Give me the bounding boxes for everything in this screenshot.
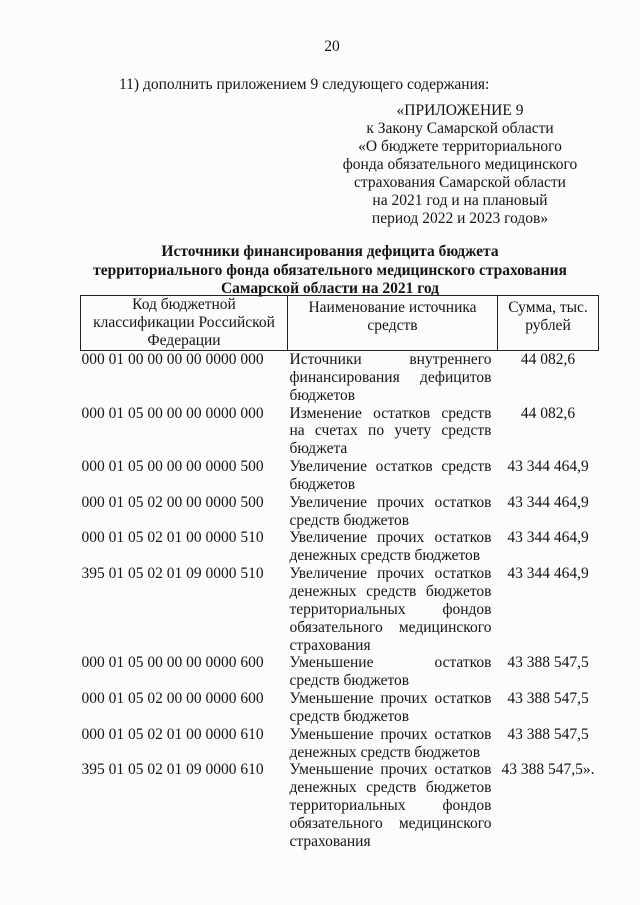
appendix-heading xyxy=(330,102,590,228)
appendix-heading-line: «ПРИЛОЖЕНИЕ 9 xyxy=(396,102,524,119)
amount-cell: 43 388 547,5». xyxy=(501,761,595,779)
table-row xyxy=(81,405,599,459)
source-name-cell xyxy=(288,761,498,850)
amount-cell: 43 344 464,9 xyxy=(507,529,589,547)
amount-cell: 43 388 547,5 xyxy=(507,690,589,708)
budget-code-cell: 000 01 05 02 00 00 0000 600 xyxy=(81,690,264,708)
source-name-line: Увеличение остатков средств xyxy=(289,458,492,476)
source-name-line: денежных средств бюджетов xyxy=(289,779,492,797)
source-name-line: Увеличение прочих остатков xyxy=(289,529,492,547)
source-name-cell xyxy=(288,458,498,494)
amount-cell: 43 344 464,9 xyxy=(507,493,589,511)
source-name-line: Изменение остатков средств xyxy=(289,404,492,422)
appendix-heading-line: к Закону Самарской области xyxy=(366,120,554,137)
source-name-line: денежных средств бюджетов xyxy=(289,582,492,600)
source-name-line: финансирования дефицитов xyxy=(289,368,492,386)
table-header xyxy=(81,296,599,351)
column-header-line: Код бюджетной xyxy=(132,296,236,313)
source-name-line: территориальных фондов xyxy=(289,797,492,815)
document-title-line: территориального фонда обязательного медицинского страхования xyxy=(93,261,567,279)
source-name-line: Увеличение прочих остатков xyxy=(289,565,492,583)
table-row xyxy=(81,690,599,726)
table-row xyxy=(81,458,599,494)
source-name-line: Уменьшение прочих остатков xyxy=(289,725,492,743)
document-title-line: Самарской области на 2021 год xyxy=(220,280,439,297)
amount-cell: 43 388 547,5 xyxy=(507,654,589,672)
appendix-heading-line: фонда обязательного медицинского xyxy=(342,156,578,173)
budget-code-cell: 000 01 05 00 00 00 0000 000 xyxy=(81,404,264,422)
source-name-line: Уменьшение прочих остатков xyxy=(289,690,492,708)
table-row xyxy=(81,726,599,762)
source-name-line: средств бюджетов xyxy=(289,707,410,725)
column-header-line: рублей xyxy=(525,316,571,334)
column-header-line: Сумма, тыс. xyxy=(508,299,588,316)
amount-cell: 44 082,6 xyxy=(520,351,576,368)
source-name-cell xyxy=(288,654,498,690)
column-header-source-name xyxy=(288,296,498,351)
source-name-cell xyxy=(288,351,498,405)
budget-code-cell: 000 01 05 02 01 00 0000 510 xyxy=(81,529,264,547)
source-name-line: бюджетов xyxy=(289,475,356,493)
budget-code-cell: 395 01 05 02 01 09 0000 510 xyxy=(81,565,264,583)
budget-code-cell: 000 01 05 02 00 00 0000 500 xyxy=(81,493,264,511)
source-name-line: денежных средств бюджетов xyxy=(289,743,481,761)
column-header-line: классификации Российской xyxy=(93,313,275,331)
source-name-line: обязательного медицинского xyxy=(289,814,492,832)
table-row xyxy=(81,565,599,654)
amendment-intro-text: 11) дополнить приложением 9 следующего содержания: xyxy=(119,76,490,93)
source-name-line: бюджетов xyxy=(289,386,356,404)
table-row xyxy=(81,494,599,530)
source-name-cell xyxy=(288,405,498,459)
column-header-line: Наименование источника xyxy=(308,299,477,316)
amount-cell: 43 344 464,9 xyxy=(507,458,589,476)
column-header-line: средств xyxy=(367,316,418,334)
source-name-line: страхования xyxy=(289,636,371,654)
budget-code-cell: 395 01 05 02 01 09 0000 610 xyxy=(81,761,264,779)
amount-cell: 44 082,6 xyxy=(520,404,576,422)
source-name-line: средств бюджетов xyxy=(289,672,410,690)
source-name-line: страхования xyxy=(289,832,371,850)
source-name-cell xyxy=(288,690,498,726)
table-header-row xyxy=(81,296,599,351)
appendix-heading-line: «О бюджете территориального xyxy=(358,138,562,155)
source-name-line: денежных средств бюджетов xyxy=(289,547,481,565)
document-title xyxy=(40,243,620,299)
source-name-line: Уменьшение остатков xyxy=(289,654,492,672)
source-name-line: территориальных фондов xyxy=(289,600,492,618)
table-row xyxy=(81,654,599,690)
source-name-line: на счетах по учету средств xyxy=(289,422,492,440)
table-row xyxy=(81,529,599,565)
budget-code-cell: 000 01 00 00 00 00 0000 000 xyxy=(81,351,264,368)
budget-code-cell: 000 01 05 02 01 00 0000 610 xyxy=(81,725,264,743)
column-header-line: Федерации xyxy=(147,331,221,349)
table-row xyxy=(81,351,599,405)
budget-code-cell: 000 01 05 00 00 00 0000 500 xyxy=(81,458,264,476)
appendix-heading-line: страхования Самарской области xyxy=(354,174,566,191)
source-name-cell xyxy=(288,494,498,530)
column-header-budget-code xyxy=(81,296,288,351)
budget-code-cell: 000 01 05 00 00 00 0000 600 xyxy=(81,654,264,672)
amount-cell: 43 344 464,9 xyxy=(507,565,589,583)
appendix-heading-line: на 2021 год и на плановый xyxy=(372,192,548,209)
source-name-line: средств бюджетов xyxy=(289,511,410,529)
column-header-amount xyxy=(498,296,599,351)
page-number: 20 xyxy=(324,38,340,55)
source-name-line: Увеличение прочих остатков xyxy=(289,493,492,511)
source-name-line: бюджета xyxy=(289,440,348,458)
source-name-cell xyxy=(288,529,498,565)
appendix-heading-line: период 2022 и 2023 годов» xyxy=(371,210,549,227)
amount-cell: 43 388 547,5 xyxy=(507,725,589,743)
source-name-cell xyxy=(288,726,498,762)
source-name-line: Уменьшение прочих остатков xyxy=(289,761,492,779)
table-row xyxy=(81,761,599,850)
financing-sources-table xyxy=(80,295,599,851)
source-name-line: обязательного медицинского xyxy=(289,618,492,636)
document-title-line: Источники финансирования дефицита бюджета xyxy=(161,243,499,260)
table-body xyxy=(81,351,599,851)
source-name-cell xyxy=(288,565,498,654)
source-name-line: Источники внутреннего xyxy=(289,351,492,368)
